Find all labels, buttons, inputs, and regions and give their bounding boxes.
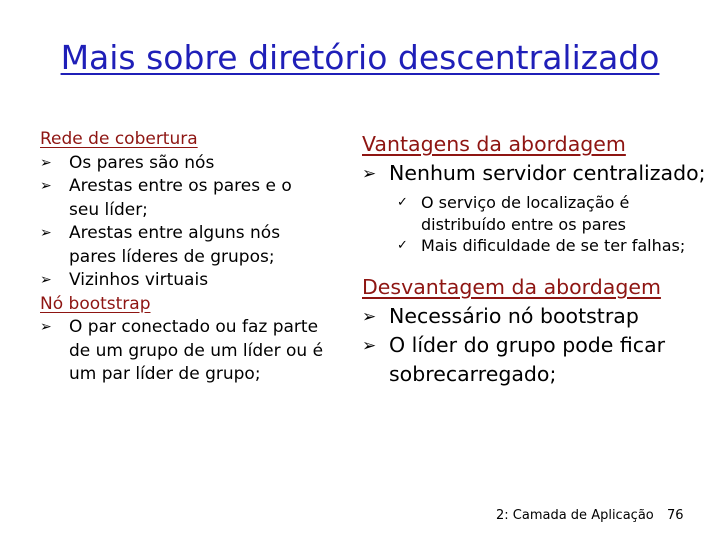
page-number: 76: [667, 508, 684, 523]
list-item: [362, 159, 707, 257]
right-column: [362, 130, 707, 389]
check-icon: ✓: [397, 195, 408, 210]
list-item: [40, 316, 325, 387]
arrow-bullet-icon: ➢: [362, 164, 377, 184]
list-item: [362, 302, 707, 331]
left-column: [40, 128, 325, 387]
heading-no-bootstrap: Nó bootstrap: [40, 293, 151, 314]
list-item: [40, 269, 325, 293]
overlay-bullet-list: [40, 152, 325, 293]
footer-chapter: 2: Camada de Aplicação: [496, 508, 654, 523]
list-item-text: Os pares são nós: [69, 152, 215, 173]
list-item-text: Necessário nó bootstrap: [389, 303, 639, 328]
sub-list: [389, 192, 707, 257]
advantages-list: [362, 159, 707, 257]
list-item: [40, 152, 325, 176]
arrow-bullet-icon: ➢: [40, 319, 52, 335]
sub-list-item-text: O serviço de localização é distribuído entre os pares: [421, 193, 630, 234]
check-icon: ✓: [397, 238, 408, 253]
list-item: [362, 331, 707, 389]
heading-desvantagem: Desvantagem da abordagem: [362, 274, 661, 299]
list-item: [40, 222, 325, 269]
list-item-text: Arestas entre alguns nós pares líderes de grupos;: [69, 223, 281, 267]
list-item-text: O líder do grupo pode ficar sobrecarregado;: [389, 332, 666, 386]
sub-list-item: [389, 192, 707, 235]
arrow-bullet-icon: ➢: [362, 306, 377, 327]
arrow-bullet-icon: ➢: [362, 335, 377, 356]
disadvantages-list: [362, 302, 707, 389]
heading-rede-de-cobertura: Rede de cobertura: [40, 129, 198, 149]
list-item-text: Vizinhos virtuais: [69, 270, 209, 290]
arrow-bullet-icon: ➢: [40, 154, 52, 171]
bootstrap-bullet-list: [40, 316, 325, 387]
list-item-text: Nenhum servidor centralizado;: [389, 161, 706, 185]
arrow-bullet-icon: ➢: [40, 178, 52, 194]
slide-title: Mais sobre diretório descentralizado: [60, 38, 660, 77]
sub-list-item-text: Mais dificuldade de se ter falhas;: [421, 236, 686, 255]
list-item: [40, 175, 325, 222]
arrow-bullet-icon: ➢: [40, 225, 52, 241]
list-item-text: Arestas entre os pares e o seu líder;: [69, 176, 292, 220]
heading-vantagens: Vantagens da abordagem: [362, 132, 626, 156]
arrow-bullet-icon: ➢: [40, 272, 52, 288]
sub-list-item: [389, 235, 707, 257]
list-item-text: O par conectado ou faz parte de um grupo de um líder ou é um par líder de grupo;: [69, 317, 324, 384]
